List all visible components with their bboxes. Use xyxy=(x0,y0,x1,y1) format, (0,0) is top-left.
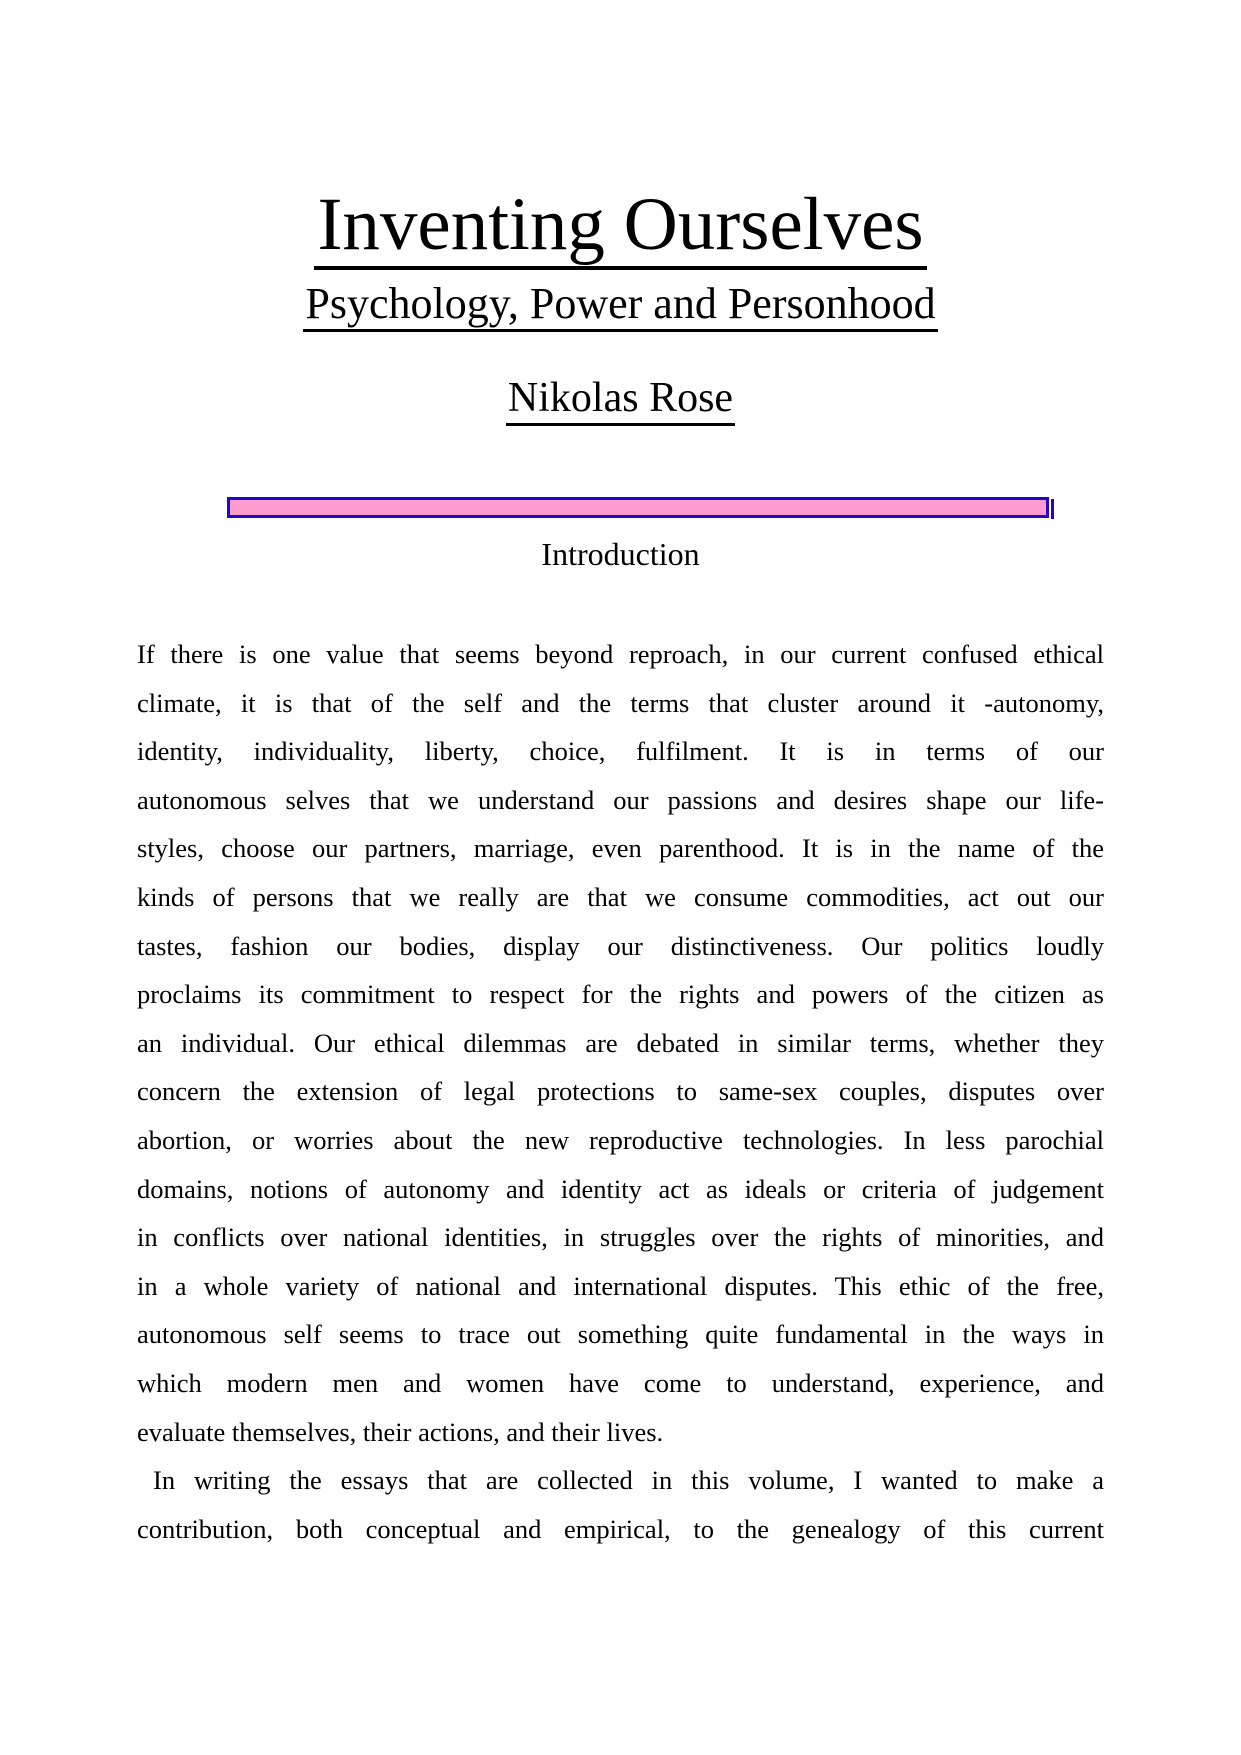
body-line: styles, choose our partners, marriage, even parenthood. It is in the name of the xyxy=(137,833,1104,864)
body-line: identity, individuality, liberty, choice, fulfilment. It is in terms of our xyxy=(137,736,1104,767)
body-line: autonomous self seems to trace out something quite fundamental in the ways in xyxy=(137,1319,1104,1350)
book-title: Inventing Ourselves xyxy=(314,186,926,270)
book-subtitle-block xyxy=(0,280,1241,332)
body-line: proclaims its commitment to respect for the rights and powers of the citizen as xyxy=(137,979,1104,1010)
body-line: contribution, both conceptual and empirical, to the genealogy of this current xyxy=(137,1513,1104,1544)
body-line: abortion, or worries about the new reproductive technologies. In less parochial xyxy=(137,1124,1104,1155)
body-line: which modern men and women have come to understand, experience, and xyxy=(137,1367,1104,1398)
body-line: in conflicts over national identities, in struggles over the rights of minorities, and xyxy=(137,1222,1104,1253)
body-line: climate, it is that of the self and the terms that cluster around it -autonomy, xyxy=(137,687,1104,718)
body-line: concern the extension of legal protections to same-sex couples, disputes over xyxy=(137,1076,1104,1107)
body-line: kinds of persons that we really are that we consume commodities, act out our xyxy=(137,881,1104,912)
book-title-block xyxy=(0,183,1241,270)
body-line: autonomous selves that we understand our passions and desires shape our life- xyxy=(137,784,1104,815)
body-line: evaluate themselves, their actions, and their lives. xyxy=(137,1416,664,1447)
section-heading: Introduction xyxy=(541,536,700,572)
body-line: domains, notions of autonomy and identity act as ideals or criteria of judgement xyxy=(137,1173,1104,1204)
body-line: In writing the essays that are collected in this volume, I wanted to make a xyxy=(153,1465,1104,1496)
author-name: Nikolas Rose xyxy=(506,376,735,426)
divider-end-cap xyxy=(1051,499,1054,519)
body-text xyxy=(137,630,1104,1553)
book-subtitle: Psychology, Power and Personhood xyxy=(303,280,937,332)
body-line: in a whole variety of national and international disputes. This ethic of the free, xyxy=(137,1270,1104,1301)
author-block xyxy=(0,376,1241,426)
body-line: If there is one value that seems beyond reproach, in our current confused ethical xyxy=(137,639,1104,669)
divider-bar xyxy=(227,497,1049,518)
body-line: an individual. Our ethical dilemmas are debated in similar terms, whether they xyxy=(137,1027,1104,1058)
body-line: tastes, fashion our bodies, display our distinctiveness. Our politics loudly xyxy=(137,930,1104,961)
